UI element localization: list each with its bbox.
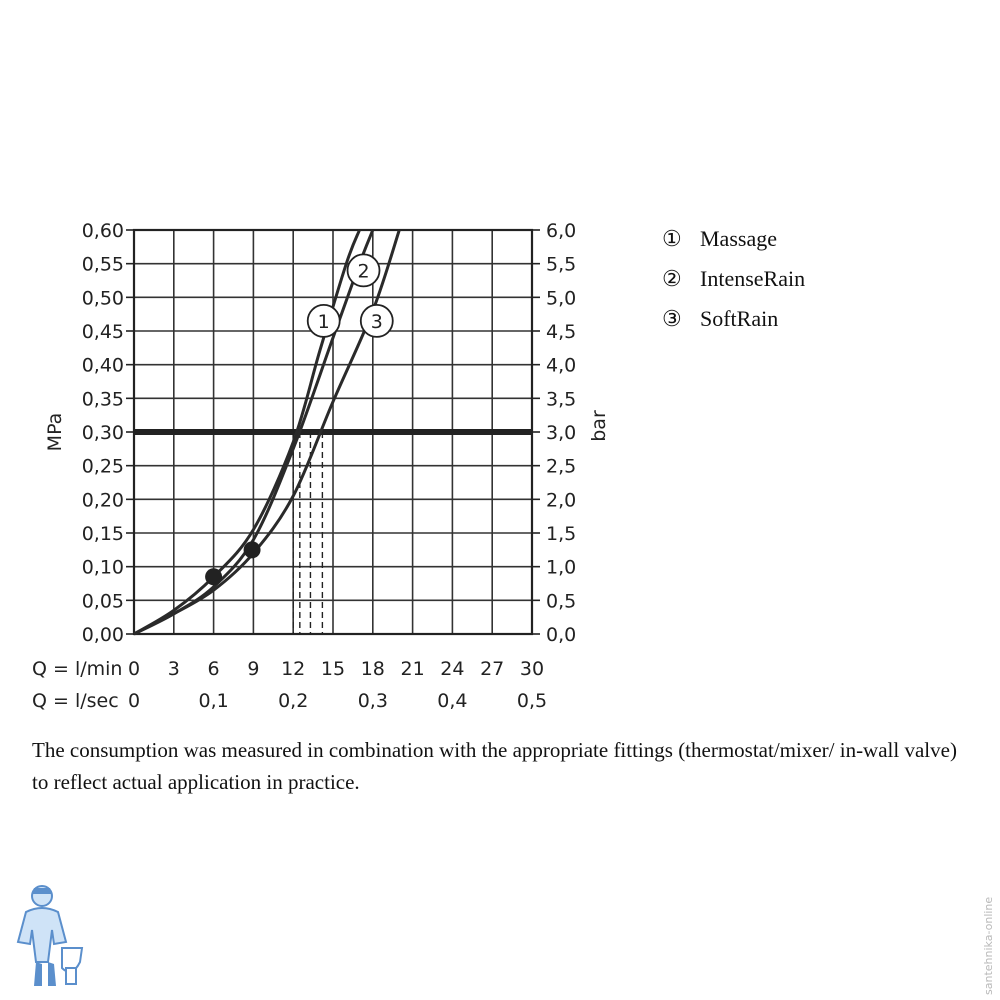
legend <box>662 226 805 331</box>
x-lmin-tick-label-3: 9 <box>247 658 260 680</box>
right-tick-label-2: 1,0 <box>546 556 577 579</box>
x-lsec-tick-label-4: 0,4 <box>437 690 468 712</box>
left-tick-label-1: 0,05 <box>81 590 124 613</box>
plumber-mascot-logo <box>8 882 84 992</box>
x-lmin-tick-label-9: 27 <box>480 658 505 680</box>
x-lmin-tick-label-5: 15 <box>320 658 346 680</box>
curve-label-2: 2 <box>357 260 370 283</box>
left-tick-label-8: 0,40 <box>81 354 124 377</box>
legend-item-3 <box>662 306 778 331</box>
legend-symbol-2: ② <box>662 266 682 291</box>
data-marker-1 <box>244 541 261 558</box>
x-axis-lmin-ticks <box>128 658 544 680</box>
right-tick-label-5: 2,5 <box>546 455 577 478</box>
x-lmin-tick-label-0: 0 <box>127 658 141 680</box>
left-tick-label-7: 0,35 <box>81 388 124 411</box>
right-tick-label-7: 3,5 <box>546 388 577 411</box>
x-lmin-tick-label-8: 24 <box>440 658 465 680</box>
left-axis-label: MPa <box>44 412 66 452</box>
legend-item-2 <box>662 266 805 291</box>
right-tick-label-9: 4,5 <box>546 321 577 343</box>
x-lmin-tick-label-7: 21 <box>400 658 425 680</box>
curve-labels <box>308 254 393 337</box>
x-lmin-tick-label-10: 30 <box>519 658 545 680</box>
left-tick-label-12: 0,60 <box>81 220 124 242</box>
left-tick-label-6: 0,30 <box>81 422 124 444</box>
left-tick-label-3: 0,15 <box>81 523 124 545</box>
left-tick-label-10: 0,50 <box>81 287 124 310</box>
x-lmin-tick-label-2: 6 <box>207 658 220 680</box>
right-tick-label-6: 3,0 <box>546 422 577 444</box>
legend-name-1: Massage <box>700 226 777 251</box>
left-tick-label-9: 0,45 <box>81 321 124 343</box>
x-axis-lsec-ticks <box>128 690 547 712</box>
watermark: santehnika-online <box>982 896 995 995</box>
x-lmin-tick-label-1: 3 <box>167 658 180 680</box>
right-tick-label-11: 5,5 <box>546 253 577 276</box>
x-lsec-tick-label-2: 0,2 <box>278 690 309 712</box>
left-tick-label-0: 0,00 <box>81 624 124 646</box>
legend-item-1 <box>662 226 777 251</box>
left-tick-label-4: 0,20 <box>81 489 124 512</box>
footnote-caption: The consumption was measured in combination with the appropriate fittings (thermostat/mixer/ in-wall valve) to reflect actual application in practice. <box>32 738 957 794</box>
curve-label-1: 1 <box>317 310 330 333</box>
right-axis-label: bar <box>588 410 610 442</box>
x-axis-lsec-label: Q = l/sec <box>32 690 119 712</box>
right-axis-ticks <box>532 220 576 646</box>
right-tick-label-3: 1,5 <box>546 523 577 545</box>
right-tick-label-10: 5,0 <box>546 287 577 310</box>
x-lmin-tick-label-4: 12 <box>281 658 306 680</box>
x-lsec-tick-label-1: 0,1 <box>198 690 229 712</box>
left-axis-ticks <box>82 220 134 646</box>
right-tick-label-12: 6,0 <box>546 220 577 242</box>
legend-symbol-1: ① <box>662 226 682 251</box>
legend-symbol-3: ③ <box>662 306 682 331</box>
right-tick-label-8: 4,0 <box>546 354 577 377</box>
right-tick-label-0: 0,0 <box>546 624 577 646</box>
x-lsec-tick-label-0: 0 <box>127 690 141 712</box>
x-lsec-tick-label-5: 0,5 <box>516 690 548 712</box>
right-tick-label-4: 2,0 <box>546 489 577 512</box>
left-tick-label-11: 0,55 <box>81 253 124 276</box>
legend-name-3: SoftRain <box>700 306 779 331</box>
left-tick-label-2: 0,10 <box>81 556 124 579</box>
x-lmin-tick-label-6: 18 <box>360 658 385 680</box>
legend-name-2: IntenseRain <box>700 266 806 291</box>
right-tick-label-1: 0,5 <box>546 590 577 613</box>
data-marker-0 <box>205 568 222 585</box>
left-tick-label-5: 0,25 <box>81 455 124 478</box>
x-axis-lmin-label: Q = l/min <box>32 658 123 680</box>
curve-label-3: 3 <box>370 310 383 333</box>
x-lsec-tick-label-3: 0,3 <box>357 690 388 712</box>
